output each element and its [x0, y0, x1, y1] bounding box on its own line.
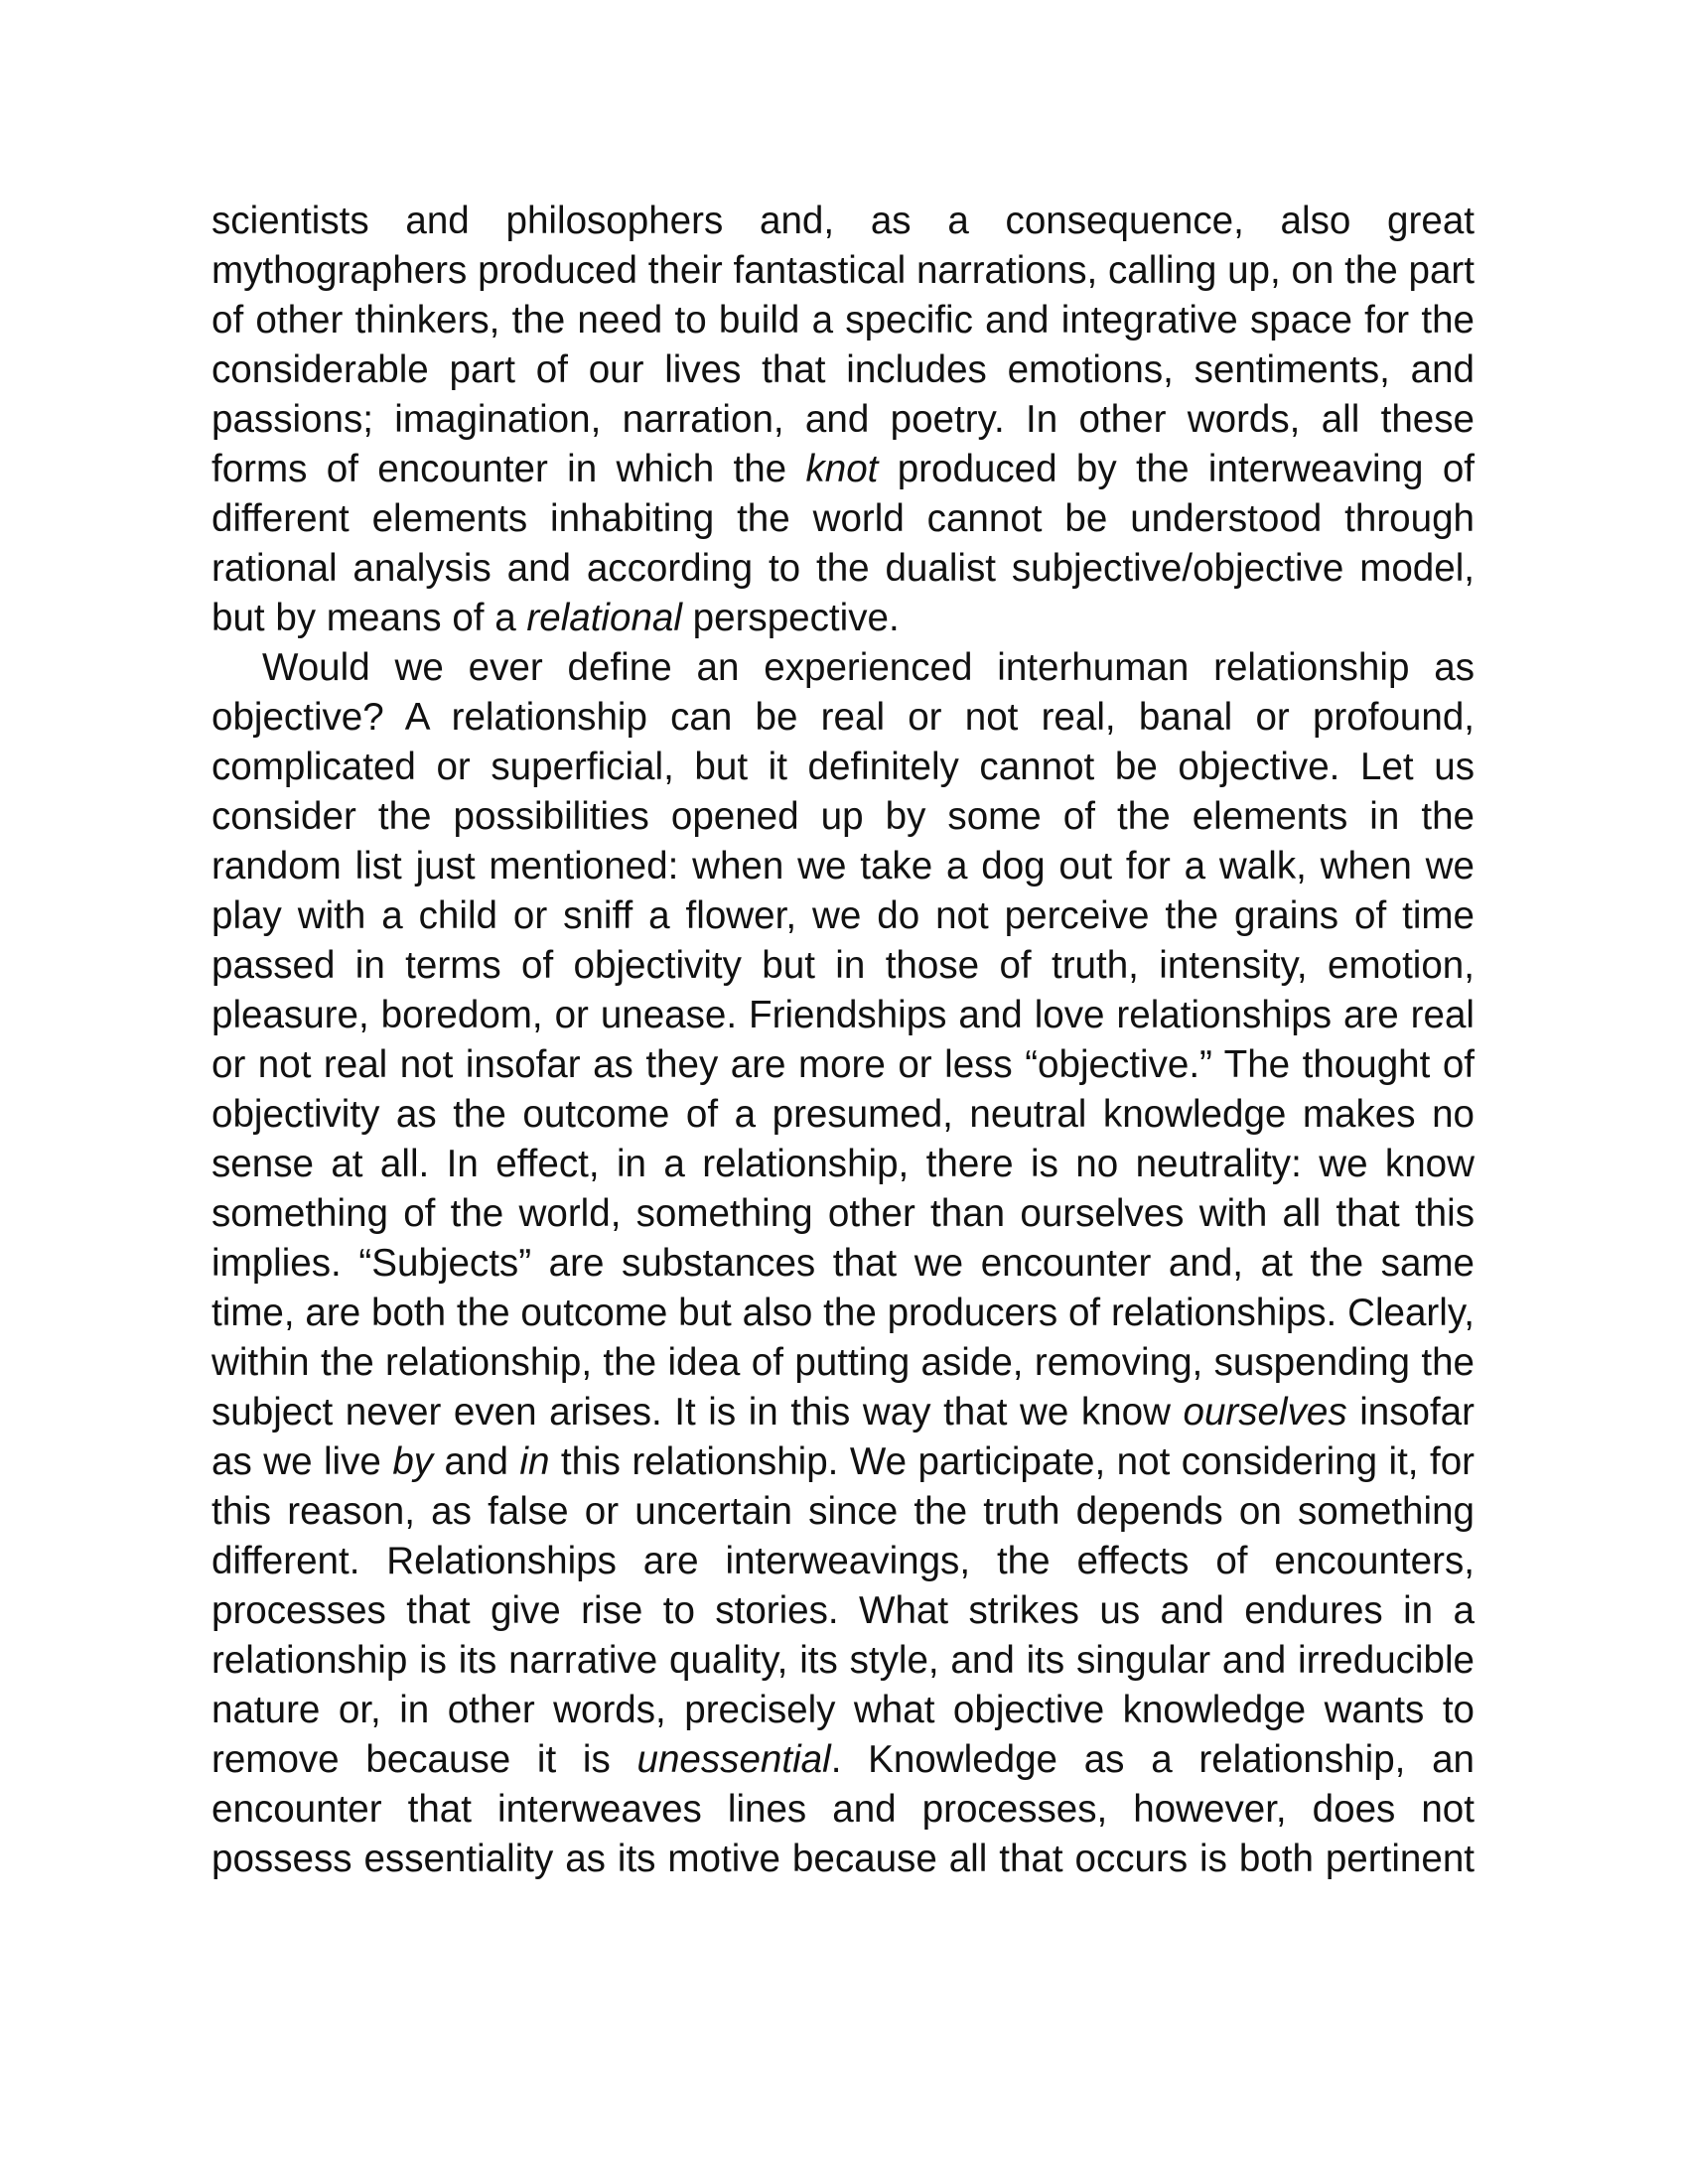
emphasis-relational: relational — [526, 597, 682, 639]
emphasis-ourselves: ourselves — [1183, 1391, 1347, 1433]
emphasis-unessential: unessential — [636, 1738, 831, 1781]
paragraph-2-text-3: and — [433, 1440, 520, 1483]
paragraph-2-text-4: this relationship. We participate, not considering it, for this reason, as false or uncertain since the truth depends on something different. Relationships are interweavings, the effects of encounters, processes that give rise to stories. What strikes us and endures in a relationship is its narrative quality, its style, and its singular and irreducible nature or, in other words, precisely what objective knowledge wants to remove because it is — [211, 1440, 1475, 1781]
emphasis-by: by — [392, 1440, 434, 1483]
book-page-body — [211, 197, 1475, 1884]
paragraph-2-text-5: . Knowledge as a relationship, an encounter that interweaves lines and processes, however, does not possess essentiality as its motive because all that occurs is both pertinent — [211, 1738, 1476, 1880]
paragraph-1 — [211, 197, 1475, 643]
paragraph-2 — [211, 643, 1475, 1884]
paragraph-1-text-2: produced by the interweaving of different elements inhabiting the world cannot be understood through rational analysis and according to the dualist subjective/objective model, but by means of a — [211, 448, 1476, 639]
paragraph-2-text-1: Would we ever define an experienced interhuman relationship as objective? A relationship can be real or not real, banal or profound, complicated or superficial, but it definitely cannot be objective. Let us consider the possibilities opened up by some of the elements in the random list just mentioned: when we take a dog out for a walk, when we play with a child or sniff a flower, we do not perceive the grains of time passed in terms of objectivity but in those of truth, intensity, emotion, pleasure, boredom, or unease. Friendships and love relationships are real or not real not insofar as they are more or less “objective.” The thought of objectivity as the outcome of a presumed, neutral knowledge makes no sense at all. In effect, in a relationship, there is no neutrality: we know something of the world, something other than ourselves with all that this implies. “Subjects” are substances that we encounter and, at the same time, are both the outcome but also the producers of relationships. Clearly, within the relationship, the idea of putting aside, removing, suspending the subject never even arises. It is in this way that we know — [211, 646, 1475, 1433]
paragraph-2-text-2: insofar as we live — [211, 1391, 1475, 1483]
emphasis-knot: knot — [805, 448, 879, 490]
paragraph-1-text-3: perspective. — [681, 597, 900, 639]
emphasis-in: in — [519, 1440, 550, 1483]
paragraph-1-text-1: scientists and philosophers and, as a consequence, also great mythographers produced their fantastical narrations, calling up, on the part of other thinkers, the need to build a specific and integrative space for the considerable part of our lives that includes emotions, sentiments, and passions; imagination, narration, and poetry. In other words, all these forms of encounter in which the — [211, 200, 1475, 490]
